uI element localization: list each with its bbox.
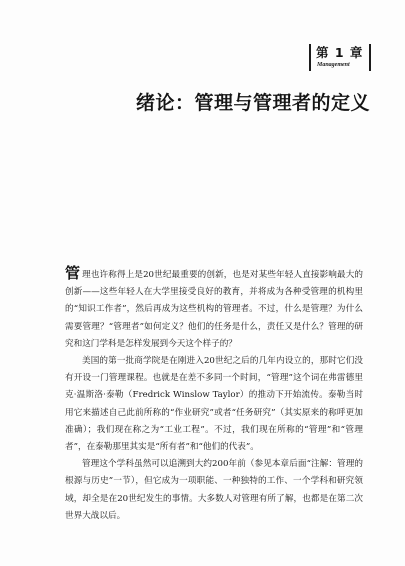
chapter-title: 绪论：管理与管理者的定义 (135, 92, 370, 114)
paragraph-1-text: 理也许称得上是20世纪最重要的创新，也是对某些年轻人直接影响最大的创新——这些年轻人在大学里接受良好的教育，并将成为各种受管理的机构里的“知识工作者”，然后再成为这些机构的管理者。不过，什么是管理？为什么需要管理？“管理者”如何定义？他们的任务是什么，责任又是什么？管理的研究和这门学科是怎样发展到今天这个样子的？ (65, 270, 363, 349)
paragraph-2: 美国的第一批商学院是在刚进入20世纪之后的几年内设立的，那时它们没有开设一门管理课程。也就是在差不多同一个时间，“管理”这个词在弗雷德里克·温斯洛·泰勒（Fredrick Winslow Taylor）的推动下开始流传。泰勒当时用它来描述自己此前所称的“作业研究”或者“任务研究”（其实原来的称呼更加准确）；我们现在称之为“工业工程”。不过，我们现在所称的“管理”和“管理者”，在泰勒那里其实是“所有者”和“他们的代表”。 (65, 356, 363, 453)
chapter-tab-right-rule (369, 44, 371, 71)
paragraph-3: 管理这个学科虽然可以追溯到大约200年前（参见本章后面“注解：管理的根源与历史”一节），但它成为一项职能、一种独特的工作、一个学科和研究领域，却全是在20世纪发生的事情。大多数人对管理有所了解，也都是在第二次世界大战以后。 (65, 459, 363, 521)
chapter-tab-left-rule (309, 44, 311, 71)
chapter-tab (309, 42, 371, 76)
chapter-number: 第 1 章 (316, 45, 364, 60)
paragraph-1 (65, 266, 363, 353)
chapter-subtitle: Management (317, 62, 350, 68)
body-text (65, 266, 363, 525)
drop-cap: 管 (65, 264, 81, 282)
